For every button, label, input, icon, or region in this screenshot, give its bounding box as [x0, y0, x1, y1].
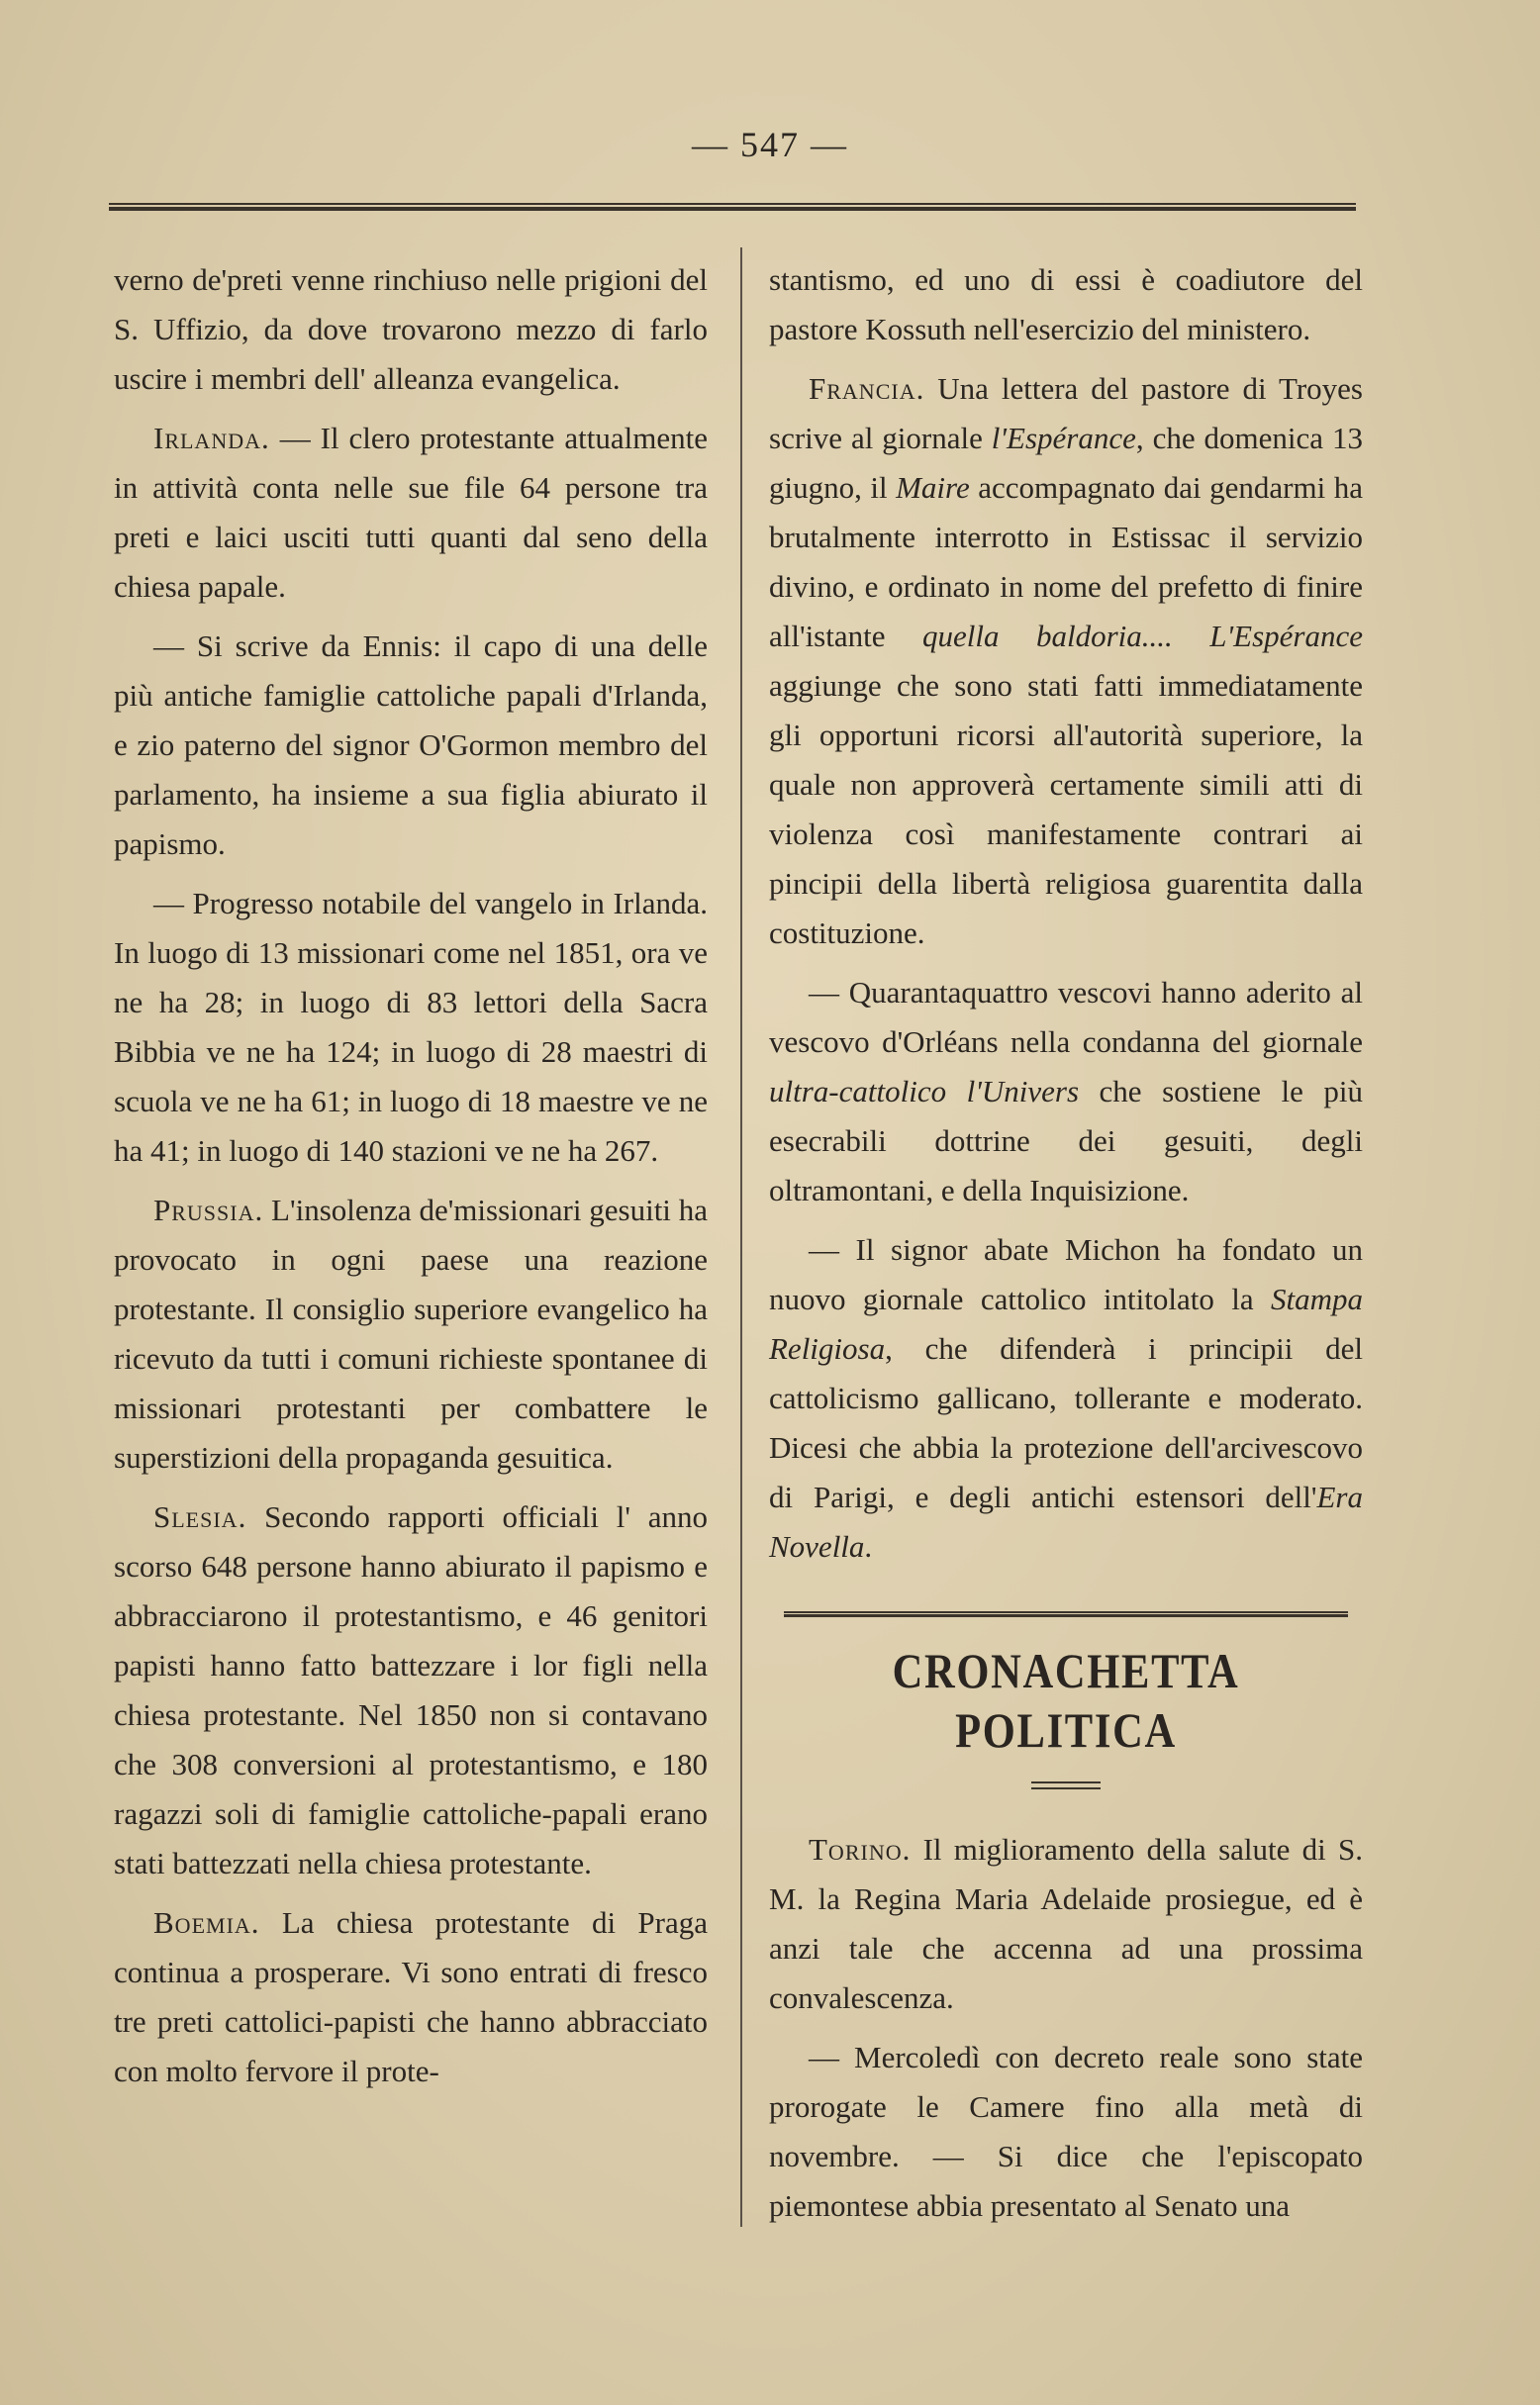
paragraph-text: Secondo rapporti officiali l' anno scorso 648 persone hanno abiurato il papismo e abbracciarono il protestantismo, e 46 genitori papisti hanno fatto battezzare i lor figli nella chiesa protestante. Nel 1850 non si contavano che 308 conversioni al protestantismo, e 180 ragazzi soli di famiglie cattoliche-papali erano stati battezzati nella chiesa protestante. [114, 1499, 708, 1880]
paragraph-progresso: — Progresso notabile del vangelo in Irlanda. In luogo di 13 missionari come nel 1851, ora ve ne ha 28; in luogo di 83 lettori della Sacra Bibbia ve ne ha 124; in luogo di 28 maestri di scuola ve ne ha 61; in luogo di 18 maestre ve ne ha 41; in luogo di 140 stazioni ve ne ha 267. [114, 886, 708, 1168]
text-run: . [864, 1529, 873, 1564]
country-label-torino: Torino. [809, 1832, 912, 1867]
country-label-irlanda: Irlanda. [153, 421, 270, 455]
paragraph-irlanda [114, 414, 708, 612]
text-run: — Il signor abate Michon ha fondato un nuovo giornale cattolico intitolato la [769, 1232, 1363, 1316]
paragraph-francia [769, 364, 1363, 958]
text-run: accompagnato dai gendarmi ha brutalmente interrotto in Estissac il servizio divino, e ordinato in nome del prefetto di finire all'istante [769, 470, 1363, 653]
text-run: , che domenica 13 giugno, il [769, 421, 1363, 505]
italic-term: Maire [896, 470, 970, 505]
text-run: , che difenderà i principii del cattolicismo gallicano, tollerante e moderato. Dicesi che abbia la protezione dell'arcivescovo di Parigi, e degli antichi estensori dell' [769, 1331, 1363, 1514]
paragraph-torino [769, 1825, 1363, 2023]
italic-quote: quella baldoria.... [922, 619, 1173, 653]
paragraph-continuation: verno de'preti venne rinchiuso nelle prigioni del S. Uffizio, da dove trovarono mezzo di farlo uscire i membri dell' alleanza evangelica. [114, 262, 708, 396]
paragraph-prussia [114, 1186, 708, 1483]
left-column [114, 255, 708, 2096]
section-title: CRONACHETTA POLITICA [892, 1643, 1240, 1758]
journal-name: L'Espérance [1209, 619, 1363, 653]
country-label-prussia: Prussia. [153, 1193, 264, 1227]
text-run [946, 1074, 967, 1108]
section-rule [784, 1611, 1348, 1617]
paragraph-continuation: stantismo, ed uno di essi è coadiutore del pastore Kossuth nell'esercizio del ministero. [769, 262, 1363, 346]
paragraph-boemia [114, 1898, 708, 2096]
journal-name: l'Univers [966, 1074, 1080, 1108]
text-run: che sostiene le più esecrabili dottrine dei gesuiti, degli oltramontani, e della Inquisizione. [769, 1074, 1363, 1207]
paragraph-text: La chiesa protestante di Praga continua a prosperare. Vi sono entrati di fresco tre preti cattolici-papisti che hanno abbracciato con molto fervore il prote- [114, 1905, 708, 2088]
journal-name: Era Novella [769, 1480, 1363, 1564]
column-divider [740, 247, 742, 2227]
journal-name: l'Espérance [991, 421, 1136, 455]
text-run [1173, 619, 1210, 653]
right-column [769, 255, 1363, 2231]
paragraph-slesia [114, 1492, 708, 1888]
paragraph-michon [769, 1225, 1363, 1572]
section-header [769, 1611, 1363, 1789]
paragraph-text: Il miglioramento della salute di S. M. la Regina Maria Adelaide prosiegue, ed è anzi tale che accenna ad una prossima convalescenza. [769, 1832, 1363, 2015]
italic-term: ultra-cattolico [769, 1074, 947, 1108]
text-run: Una lettera del pastore di Troyes scrive al giornale [769, 371, 1363, 455]
paragraph-ennis: — Si scrive da Ennis: il capo di una delle più antiche famiglie cattoliche papali d'Irlanda, e zio paterno del signor O'Gormon membro del parlamento, ha insieme a sua figlia abiurato il papismo. [114, 628, 708, 861]
paragraph-text: L'insolenza de'missionari gesuiti ha provocato in ogni paese una reazione protestante. Il consiglio superiore evangelico ha ricevuto da tutti i comuni richieste spontanee di missionari protestanti per combattere le superstizioni della propaganda gesuitica. [114, 1193, 708, 1475]
text-run: aggiunge che sono stati fatti immediatamente gli opportuni ricorsi all'autorità superiore, la quale non approverà certamente simili atti di violenza così manifestamente contrari ai pincipii della libertà religiosa guarentita dalla costituzione. [769, 668, 1363, 950]
text-run: — Quarantaquattro vescovi hanno aderito al vescovo d'Orléans nella condanna del giornale [769, 975, 1363, 1059]
page-number: — 547 — [692, 125, 848, 164]
country-label-boemia: Boemia. [153, 1905, 260, 1940]
paragraph-mercoledi: — Mercoledì con decreto reale sono state prorogate le Camere fino alla metà di novembre. — Si dice che l'episcopato piemontese abbia presentato al Senato una [769, 2040, 1363, 2223]
header-rule [109, 203, 1356, 211]
journal-name: Stampa Religiosa [769, 1282, 1363, 1366]
paragraph-vescovi [769, 968, 1363, 1215]
country-label-francia: Francia. [809, 371, 925, 406]
paragraph-text: — Il clero protestante attualmente in attività conta nelle sue file 64 persone tra preti e laici usciti tutti quanti dal seno della chiesa papale. [114, 421, 708, 604]
country-label-slesia: Slesia. [153, 1499, 247, 1534]
section-ornament [1031, 1781, 1101, 1789]
